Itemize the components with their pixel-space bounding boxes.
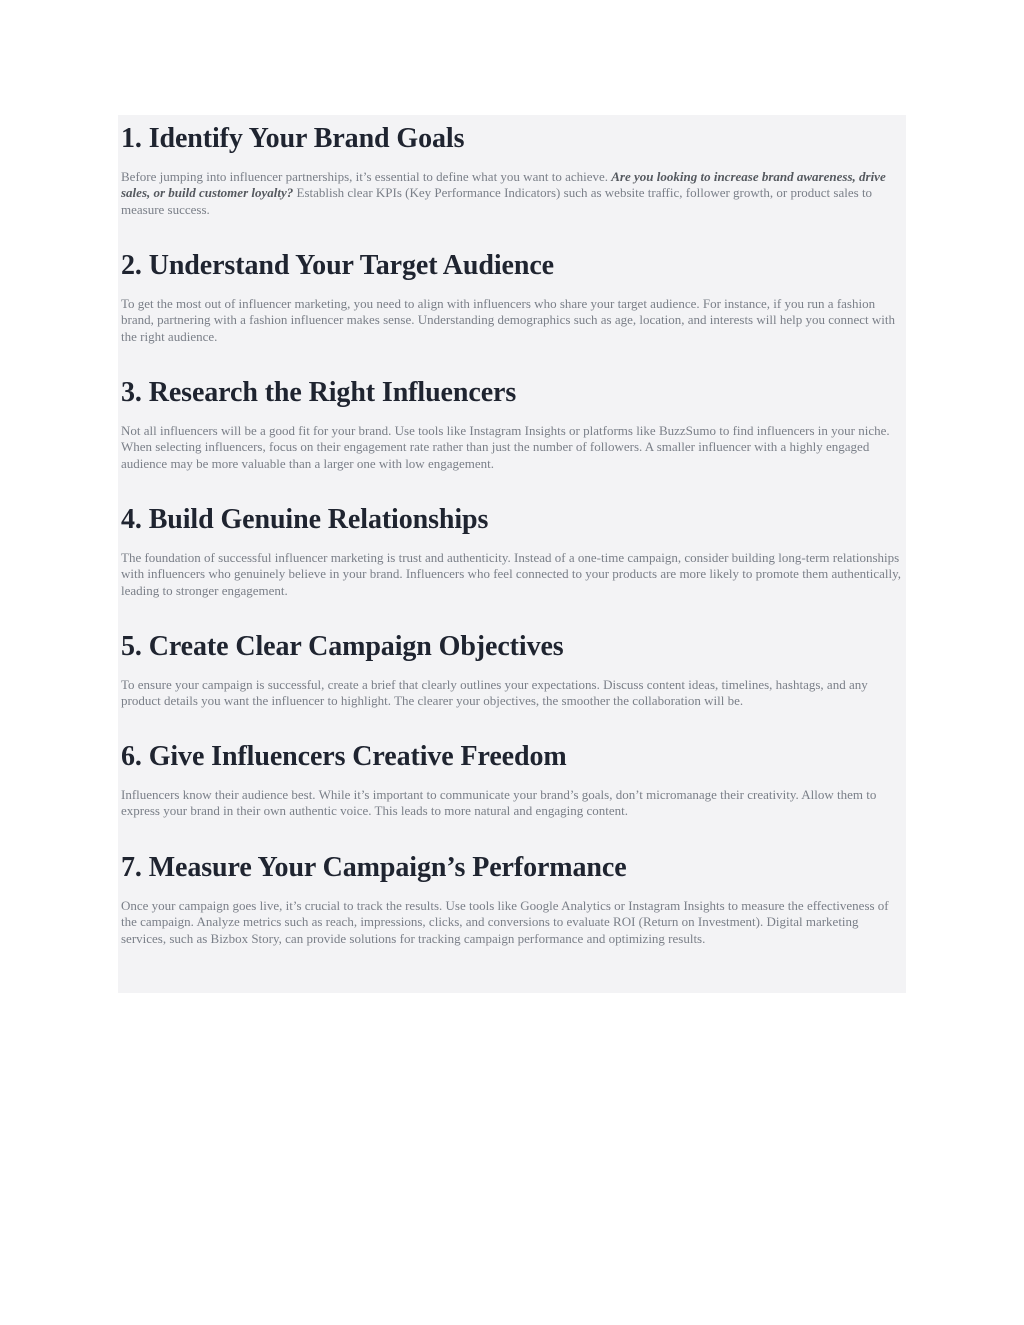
section-heading: 3. Research the Right Influencers: [121, 377, 517, 408]
section-creative-freedom: [121, 741, 905, 820]
section-body: [121, 169, 905, 218]
section-heading: 1. Identify Your Brand Goals: [121, 123, 465, 154]
section-body: Not all influencers will be a good fit for your brand. Use tools like Instagram Insights or platforms like BuzzSumo to find influencers in your niche. When selecting influencers, focus on their engagement rate rather than just the number of followers. A smaller influencer with a highly engaged audience may be more valuable than a larger one with low engagement.: [121, 423, 890, 471]
section-heading: 5. Create Clear Campaign Objectives: [121, 631, 564, 662]
section-body: Influencers know their audience best. While it’s important to communicate your brand’s goals, don’t micromanage their creativity. Allow them to express your brand in their own authentic voice. This leads to more natural and engaging content.: [121, 787, 877, 819]
section-body: To get the most out of influencer marketing, you need to align with influencers who share your target audience. For instance, if you run a fashion brand, partnering with a fashion influencer makes sense. Understanding demographics such as age, location, and interests will help you connect with the right audience.: [121, 296, 896, 344]
section-target-audience: [121, 250, 905, 345]
section-body: Once your campaign goes live, it’s crucial to track the results. Use tools like Google Analytics or Instagram Insights to measure the effectiveness of the campaign. Analyze metrics such as reach, impressions, clicks, and conversions to evaluate ROI (Return on Investment). Digital marketing services, such as Bizbox Story, can provide solutions for tracking campaign performance and optimizing results.: [121, 898, 889, 946]
section-heading: 7. Measure Your Campaign’s Performance: [121, 852, 627, 883]
section-heading: 2. Understand Your Target Audience: [121, 250, 554, 281]
section-research-influencers: [121, 377, 905, 472]
section-heading: 4. Build Genuine Relationships: [121, 504, 489, 535]
content-panel: [118, 115, 906, 993]
section-body: The foundation of successful influencer marketing is trust and authenticity. Instead of a one-time campaign, consider building long-term relationships with influencers who genuinely believe in your brand. Influencers who feel connected to your products are more likely to promote them authentically, leading to stronger engagement.: [121, 550, 901, 598]
section-campaign-objectives: [121, 631, 905, 710]
section-measure-performance: [121, 852, 905, 947]
body-text: Establish clear KPIs (Key Performance Indicators) such as website traffic, follower growth, or product sales to measure success.: [121, 185, 873, 217]
section-heading: 6. Give Influencers Creative Freedom: [121, 741, 567, 772]
section-body: To ensure your campaign is successful, create a brief that clearly outlines your expectations. Discuss content ideas, timelines, hashtags, and any product details you want the influencer to highlight. The clearer your objectives, the smoother the collaboration will be.: [121, 677, 868, 709]
section-brand-goals: [121, 123, 905, 218]
body-text: Before jumping into influencer partnerships, it’s essential to define what you want to achieve.: [121, 169, 612, 184]
section-genuine-relationships: [121, 504, 905, 599]
body-emphasis: Are you looking to increase brand awareness, drive sales, or build customer loyalty?: [121, 169, 886, 201]
